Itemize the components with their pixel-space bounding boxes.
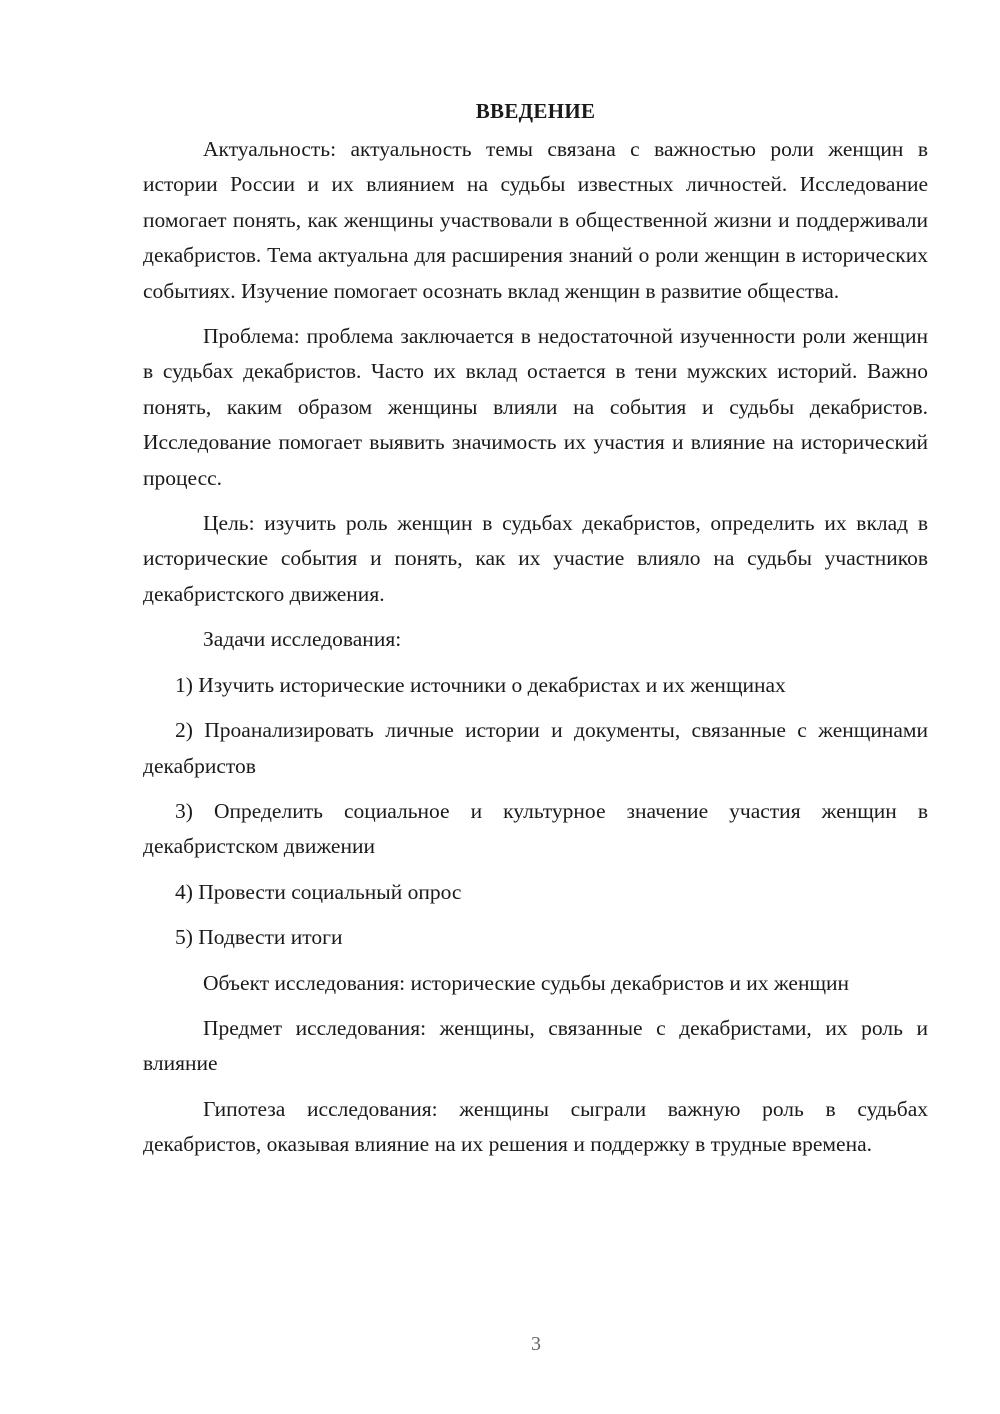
task-item: 4) Провести социальный опрос bbox=[175, 879, 462, 904]
page-number: 3 bbox=[531, 1333, 541, 1355]
task-item: 1) Изучить исторические источники о декабристах и их женщинах bbox=[175, 672, 786, 697]
problem-paragraph: Проблема: проблема заключается в недостаточной изученности роли женщин в судьбах декабристов. Часто их вклад остается в тени мужских историй. Важно понять, каким образом женщины влияли на события и судьбы декабристов. Исследование помогает выявить значимость их участия и влияние на исторический процесс. bbox=[143, 324, 928, 490]
task-item: 5) Подвести итоги bbox=[175, 925, 343, 950]
task-item: 3) Определить социальное и культурное значение участия женщин в декабристском движении bbox=[143, 798, 928, 859]
document-page bbox=[143, 96, 928, 1173]
object-paragraph: Объект исследования: исторические судьбы декабристов и их женщин bbox=[203, 970, 850, 995]
hypothesis-paragraph: Гипотеза исследования: женщины сыграли важную роль в судьбах декабристов, оказывая влияние на их решения и поддержку в трудные времена. bbox=[143, 1096, 928, 1157]
relevance-paragraph: Актуальность: актуальность темы связана с важностью роли женщин в истории России и их влиянием на судьбы известных личностей. Исследование помогает понять, как женщины участвовали в общественной жизни и поддерживали декабристов. Тема актуальна для расширения знаний о роли женщин в исторических событиях. Изучение помогает осознать вклад женщин в развитие общества. bbox=[143, 137, 928, 303]
goal-paragraph: Цель: изучить роль женщин в судьбах декабристов, определить их вклад в исторические события и понять, как их участие влияло на судьбы участников декабристского движения. bbox=[143, 511, 928, 606]
section-title: ВВЕДЕНИЕ bbox=[475, 99, 596, 123]
task-item: 2) Проанализировать личные истории и документы, связанные с женщинами декабристов bbox=[143, 718, 928, 778]
tasks-heading: Задачи исследования: bbox=[203, 627, 402, 652]
subject-paragraph: Предмет исследования: женщины, связанные с декабристами, их роль и влияние bbox=[143, 1015, 928, 1076]
